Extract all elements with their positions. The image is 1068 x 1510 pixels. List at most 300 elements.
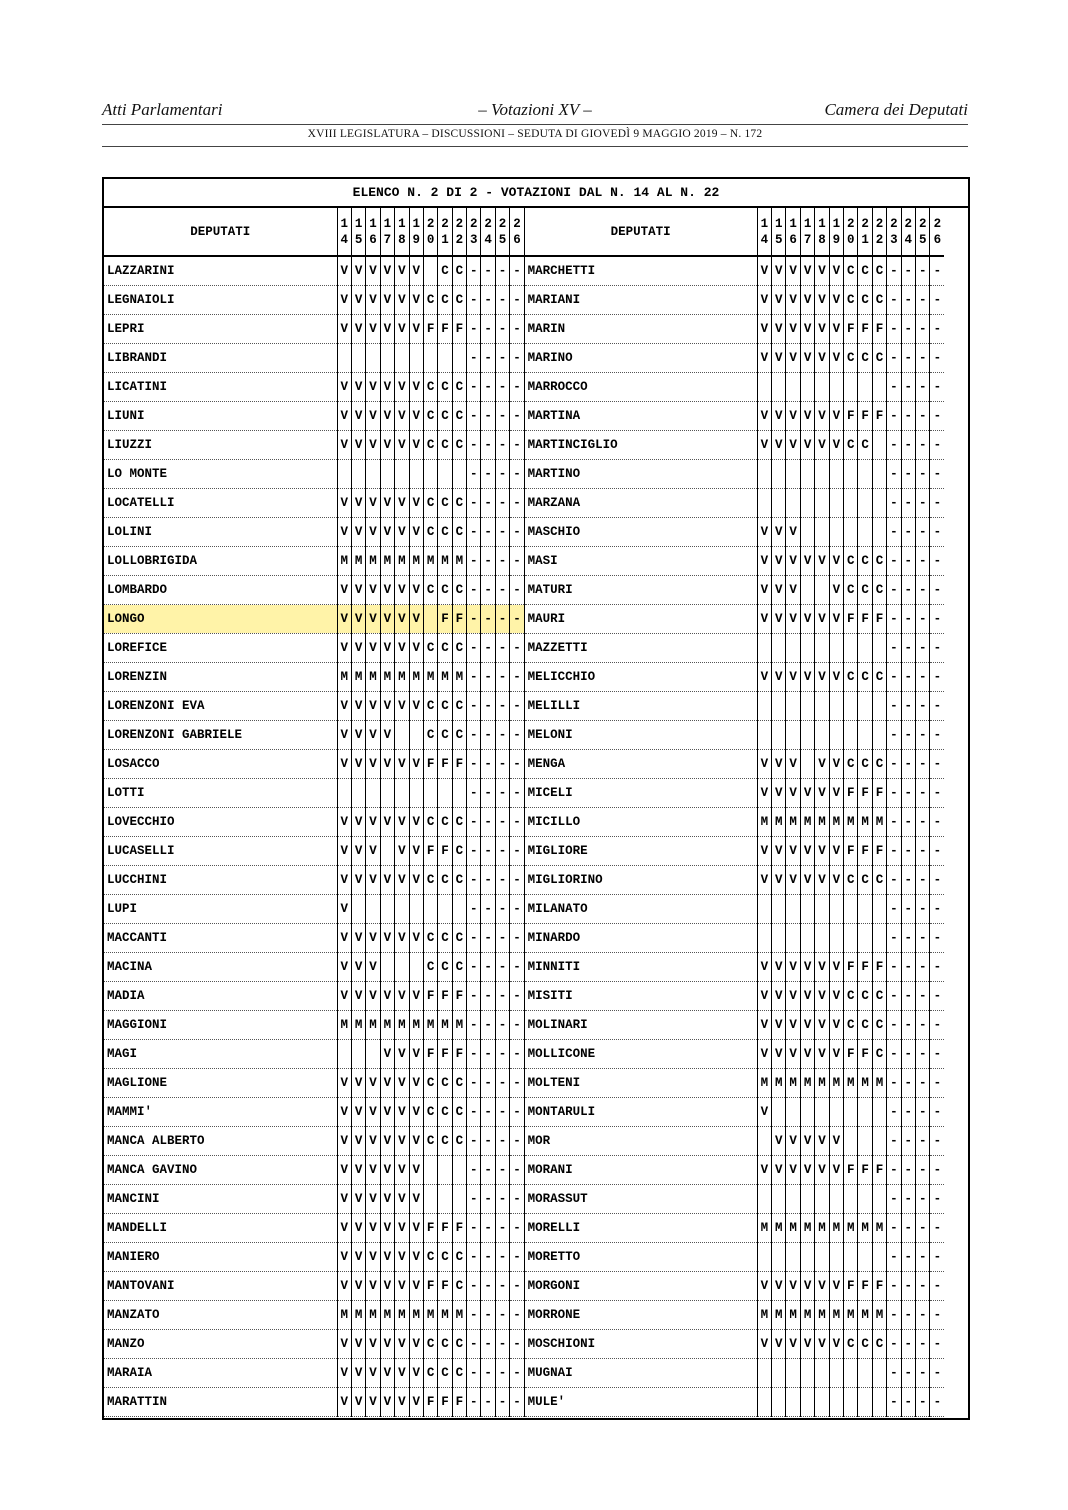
vote-cell [800, 373, 814, 402]
vote-cell [815, 1185, 829, 1214]
vote-cell: V [409, 402, 423, 431]
page-header [102, 98, 968, 126]
vote-cell: - [481, 431, 495, 460]
vote-cell: M [872, 808, 886, 837]
vote-cell: - [495, 1185, 509, 1214]
vote-cell: V [380, 518, 394, 547]
vote-cell: - [495, 750, 509, 779]
vote-cell: V [380, 634, 394, 663]
vote-cell: - [887, 692, 901, 721]
vote-cell: - [481, 1098, 495, 1127]
vote-cell: V [786, 1011, 800, 1040]
deputy-name: MUGNAI [524, 1359, 757, 1388]
vote-cell: V [757, 431, 771, 460]
deputy-name: MIGLIORINO [524, 866, 757, 895]
vote-cell [815, 1388, 829, 1417]
vote-cell: - [887, 982, 901, 1011]
table-row [104, 1243, 944, 1272]
deputati-column-header: DEPUTATI [524, 208, 757, 256]
vote-cell: M [380, 663, 394, 692]
vote-cell: V [772, 663, 786, 692]
vote-cell: - [930, 1388, 945, 1417]
vote-cell [395, 895, 409, 924]
vote-cell [829, 721, 843, 750]
vote-cell [757, 692, 771, 721]
vote-cell [772, 1359, 786, 1388]
vote-cell: - [510, 634, 524, 663]
vote-cell [786, 460, 800, 489]
vote-cell: C [438, 721, 452, 750]
vote-cell: - [467, 1069, 481, 1098]
vote-cell: C [452, 924, 466, 953]
deputy-name: MELONI [524, 721, 757, 750]
vote-cell: - [887, 1388, 901, 1417]
vote-cell [844, 1185, 858, 1214]
vote-cell: V [380, 1185, 394, 1214]
vote-cell [786, 721, 800, 750]
vote-cell: V [829, 315, 843, 344]
vote-number-units: 5 [918, 232, 927, 247]
vote-cell: - [510, 1243, 524, 1272]
vote-cell: V [800, 1156, 814, 1185]
vote-cell: M [337, 547, 351, 576]
deputy-name: LO MONTE [104, 460, 337, 489]
vote-cell: V [757, 1156, 771, 1185]
vote-cell: - [467, 315, 481, 344]
vote-cell: V [366, 576, 380, 605]
vote-cell: - [930, 489, 945, 518]
vote-number-tens: 2 [498, 216, 507, 231]
vote-cell: - [510, 1301, 524, 1330]
vote-cell: - [481, 402, 495, 431]
votes-table-box [102, 177, 970, 1420]
vote-cell: C [438, 953, 452, 982]
vote-cell [409, 344, 423, 373]
vote-cell: F [844, 315, 858, 344]
vote-cell: V [409, 750, 423, 779]
header-right: Camera dei Deputati [824, 100, 968, 119]
vote-cell: C [452, 692, 466, 721]
vote-cell: V [757, 605, 771, 634]
vote-cell: C [872, 256, 886, 286]
vote-cell: - [930, 402, 945, 431]
vote-cell: - [510, 808, 524, 837]
vote-cell: V [800, 286, 814, 315]
vote-cell: - [510, 460, 524, 489]
table-row [104, 924, 944, 953]
vote-cell: - [901, 663, 915, 692]
vote-cell: - [495, 1127, 509, 1156]
vote-cell: F [423, 1040, 437, 1069]
vote-cell: V [409, 924, 423, 953]
vote-cell: V [409, 1243, 423, 1272]
vote-cell [438, 779, 452, 808]
vote-number-units: 3 [470, 232, 478, 247]
vote-cell: V [772, 286, 786, 315]
vote-cell: V [772, 1272, 786, 1301]
vote-cell [872, 692, 886, 721]
vote-cell: V [337, 1185, 351, 1214]
vote-cell: - [887, 1127, 901, 1156]
vote-cell [815, 460, 829, 489]
vote-cell: V [409, 1330, 423, 1359]
vote-cell: V [366, 256, 380, 286]
vote-cell: - [510, 489, 524, 518]
vote-cell [452, 1185, 466, 1214]
vote-number-units: 4 [340, 232, 349, 247]
vote-cell: V [351, 402, 365, 431]
vote-cell: V [772, 431, 786, 460]
vote-cell: C [452, 1359, 466, 1388]
vote-number-tens: 1 [412, 216, 420, 231]
vote-cell: V [815, 605, 829, 634]
vote-cell: V [351, 256, 365, 286]
vote-number-header [858, 208, 872, 256]
table-row [104, 605, 944, 634]
vote-cell: F [452, 1388, 466, 1417]
deputy-name: MOLTENI [524, 1069, 757, 1098]
vote-cell [366, 460, 380, 489]
vote-number-units: 6 [789, 232, 797, 247]
vote-number-units: 8 [398, 232, 406, 247]
table-row [104, 837, 944, 866]
vote-cell: V [772, 982, 786, 1011]
vote-cell: V [829, 431, 843, 460]
vote-cell: - [930, 286, 945, 315]
vote-number-tens: 1 [398, 216, 406, 231]
vote-cell: C [844, 547, 858, 576]
vote-cell: V [800, 779, 814, 808]
vote-cell: - [495, 315, 509, 344]
vote-number-tens: 2 [484, 216, 492, 231]
vote-cell: V [380, 982, 394, 1011]
vote-cell: - [916, 1011, 930, 1040]
vote-cell [452, 344, 466, 373]
vote-cell [786, 489, 800, 518]
deputy-name: LUCCHINI [104, 866, 337, 895]
vote-cell: V [337, 866, 351, 895]
vote-cell: M [829, 1301, 843, 1330]
vote-cell [815, 576, 829, 605]
vote-cell: M [337, 1011, 351, 1040]
vote-cell: C [858, 547, 872, 576]
vote-cell [815, 1098, 829, 1127]
vote-cell: V [800, 256, 814, 286]
vote-cell: C [452, 837, 466, 866]
vote-cell: - [467, 895, 481, 924]
vote-cell: - [930, 373, 945, 402]
vote-cell: V [380, 489, 394, 518]
vote-cell: V [409, 518, 423, 547]
vote-cell [395, 460, 409, 489]
deputy-name: MANDELLI [104, 1214, 337, 1243]
vote-cell: M [423, 547, 437, 576]
vote-cell: F [438, 605, 452, 634]
vote-number-units: 6 [513, 232, 521, 247]
table-row [104, 808, 944, 837]
vote-cell: - [887, 750, 901, 779]
vote-cell: M [757, 1069, 771, 1098]
vote-cell: C [438, 634, 452, 663]
vote-cell: V [380, 315, 394, 344]
vote-cell [829, 489, 843, 518]
vote-cell: C [452, 402, 466, 431]
vote-cell [380, 953, 394, 982]
vote-cell: - [510, 750, 524, 779]
vote-cell [786, 1098, 800, 1127]
vote-cell: V [786, 982, 800, 1011]
vote-cell: V [815, 315, 829, 344]
vote-cell: C [452, 1069, 466, 1098]
vote-cell: C [872, 866, 886, 895]
vote-cell: - [916, 431, 930, 460]
vote-cell [815, 489, 829, 518]
vote-cell: - [481, 344, 495, 373]
vote-cell: - [467, 692, 481, 721]
vote-cell: M [844, 808, 858, 837]
vote-cell: - [467, 431, 481, 460]
vote-cell: V [337, 808, 351, 837]
vote-cell: C [844, 750, 858, 779]
vote-cell: - [481, 1388, 495, 1417]
vote-cell: - [916, 1272, 930, 1301]
vote-cell: V [366, 518, 380, 547]
vote-cell: - [916, 1330, 930, 1359]
vote-number-units: 4 [904, 232, 913, 247]
vote-cell: - [467, 460, 481, 489]
vote-cell: - [510, 1098, 524, 1127]
vote-cell [858, 1388, 872, 1417]
vote-cell: V [351, 924, 365, 953]
vote-cell: V [786, 344, 800, 373]
vote-cell: - [916, 286, 930, 315]
vote-cell: V [409, 866, 423, 895]
vote-cell: V [409, 1040, 423, 1069]
vote-cell: F [858, 779, 872, 808]
deputy-name: LOTTI [104, 779, 337, 808]
vote-cell: V [366, 982, 380, 1011]
vote-cell: V [772, 402, 786, 431]
vote-cell: F [844, 1272, 858, 1301]
vote-cell: C [452, 808, 466, 837]
vote-cell: V [829, 576, 843, 605]
deputy-name: MORGONI [524, 1272, 757, 1301]
vote-cell: M [872, 1301, 886, 1330]
vote-cell: V [380, 286, 394, 315]
vote-cell [757, 1359, 771, 1388]
vote-cell: - [510, 547, 524, 576]
vote-cell: V [366, 692, 380, 721]
vote-cell: V [829, 1156, 843, 1185]
vote-cell [800, 1359, 814, 1388]
vote-cell: - [510, 1011, 524, 1040]
vote-cell: V [772, 750, 786, 779]
vote-cell: V [772, 1011, 786, 1040]
vote-cell [757, 489, 771, 518]
vote-cell: - [495, 1156, 509, 1185]
vote-cell: - [495, 1301, 509, 1330]
vote-cell: - [930, 547, 945, 576]
vote-cell: V [337, 1330, 351, 1359]
vote-cell: - [916, 1185, 930, 1214]
vote-cell: - [495, 779, 509, 808]
vote-cell: V [772, 547, 786, 576]
deputy-name: MORANI [524, 1156, 757, 1185]
vote-cell: M [337, 1301, 351, 1330]
vote-cell: V [366, 1388, 380, 1417]
vote-cell [786, 924, 800, 953]
vote-cell: F [844, 953, 858, 982]
vote-cell: - [495, 1243, 509, 1272]
vote-cell: V [815, 1156, 829, 1185]
deputy-name: MARINO [524, 344, 757, 373]
vote-cell [872, 518, 886, 547]
deputy-name: MORASSUT [524, 1185, 757, 1214]
vote-number-tens: 1 [383, 216, 392, 231]
vote-cell: C [452, 489, 466, 518]
vote-cell: V [800, 1040, 814, 1069]
vote-cell [858, 634, 872, 663]
vote-cell: C [452, 518, 466, 547]
vote-cell: F [423, 837, 437, 866]
vote-cell: M [351, 547, 365, 576]
vote-cell: M [757, 808, 771, 837]
vote-cell: V [829, 256, 843, 286]
vote-cell: V [380, 1330, 394, 1359]
vote-cell [844, 895, 858, 924]
vote-cell: V [395, 1272, 409, 1301]
vote-cell: M [380, 1301, 394, 1330]
vote-cell [858, 1243, 872, 1272]
vote-number-units: 6 [369, 232, 377, 247]
vote-number-tens: 1 [775, 216, 783, 231]
vote-cell [409, 953, 423, 982]
vote-cell [858, 895, 872, 924]
vote-cell: - [495, 605, 509, 634]
vote-cell: M [409, 663, 423, 692]
vote-cell: V [395, 1098, 409, 1127]
vote-cell: V [409, 634, 423, 663]
vote-cell: - [916, 953, 930, 982]
vote-number-units: 6 [933, 232, 942, 247]
vote-cell: V [380, 1359, 394, 1388]
vote-cell [844, 373, 858, 402]
vote-cell: C [423, 721, 437, 750]
vote-cell: - [930, 779, 945, 808]
vote-cell [800, 460, 814, 489]
vote-cell: - [495, 982, 509, 1011]
vote-cell [772, 489, 786, 518]
vote-cell: - [495, 402, 509, 431]
vote-cell: - [887, 924, 901, 953]
vote-cell: - [887, 373, 901, 402]
vote-cell: - [481, 866, 495, 895]
vote-cell: - [887, 808, 901, 837]
table-row [104, 1185, 944, 1214]
table-row [104, 1330, 944, 1359]
vote-cell: - [887, 1330, 901, 1359]
vote-cell: V [366, 837, 380, 866]
header-rule [102, 124, 968, 125]
vote-cell: - [916, 1098, 930, 1127]
vote-cell: - [481, 895, 495, 924]
vote-cell: - [930, 692, 945, 721]
vote-cell: C [438, 1243, 452, 1272]
vote-number-units: 0 [426, 232, 435, 247]
vote-cell: - [901, 1243, 915, 1272]
vote-number-header [887, 208, 901, 256]
vote-cell: V [380, 750, 394, 779]
vote-cell: - [481, 1127, 495, 1156]
vote-cell: - [481, 286, 495, 315]
vote-cell [786, 1185, 800, 1214]
vote-cell: - [481, 256, 495, 286]
vote-cell: V [380, 721, 394, 750]
vote-cell: - [510, 779, 524, 808]
vote-cell: V [395, 402, 409, 431]
vote-cell [800, 924, 814, 953]
vote-cell [452, 779, 466, 808]
deputy-name: MOSCHIONI [524, 1330, 757, 1359]
vote-cell: V [786, 866, 800, 895]
vote-cell: - [481, 605, 495, 634]
vote-cell: V [395, 808, 409, 837]
vote-number-header [772, 208, 786, 256]
vote-cell: F [858, 837, 872, 866]
deputy-name: MANIERO [104, 1243, 337, 1272]
vote-cell: - [467, 1243, 481, 1272]
vote-cell: - [481, 547, 495, 576]
vote-cell: V [380, 1098, 394, 1127]
vote-cell: V [380, 808, 394, 837]
vote-cell: C [423, 866, 437, 895]
vote-cell: V [380, 1040, 394, 1069]
vote-cell: - [930, 1359, 945, 1388]
vote-cell: M [380, 1011, 394, 1040]
vote-cell: - [916, 634, 930, 663]
vote-number-tens: 1 [340, 216, 349, 231]
vote-cell: V [395, 1185, 409, 1214]
vote-cell: - [467, 518, 481, 547]
vote-number-tens: 1 [789, 216, 797, 231]
vote-cell: - [901, 373, 915, 402]
deputy-name: MANCINI [104, 1185, 337, 1214]
vote-cell: - [467, 1388, 481, 1417]
vote-cell: V [409, 1214, 423, 1243]
vote-number-header [423, 208, 437, 256]
vote-cell [438, 1185, 452, 1214]
vote-cell: C [423, 953, 437, 982]
vote-cell: - [930, 1127, 945, 1156]
vote-cell: M [452, 1301, 466, 1330]
vote-cell: - [481, 518, 495, 547]
vote-cell [872, 1127, 886, 1156]
vote-cell: - [930, 1185, 945, 1214]
vote-cell [380, 344, 394, 373]
vote-number-tens: 1 [818, 216, 826, 231]
vote-cell: - [481, 576, 495, 605]
vote-cell [844, 489, 858, 518]
vote-cell: - [930, 1098, 945, 1127]
header-center: – Votazioni XV – [478, 100, 592, 119]
vote-cell: V [351, 721, 365, 750]
vote-cell: V [829, 837, 843, 866]
vote-cell [858, 692, 872, 721]
vote-cell [337, 1040, 351, 1069]
vote-number-units: 1 [861, 232, 869, 247]
vote-cell: - [930, 315, 945, 344]
vote-cell [829, 1243, 843, 1272]
